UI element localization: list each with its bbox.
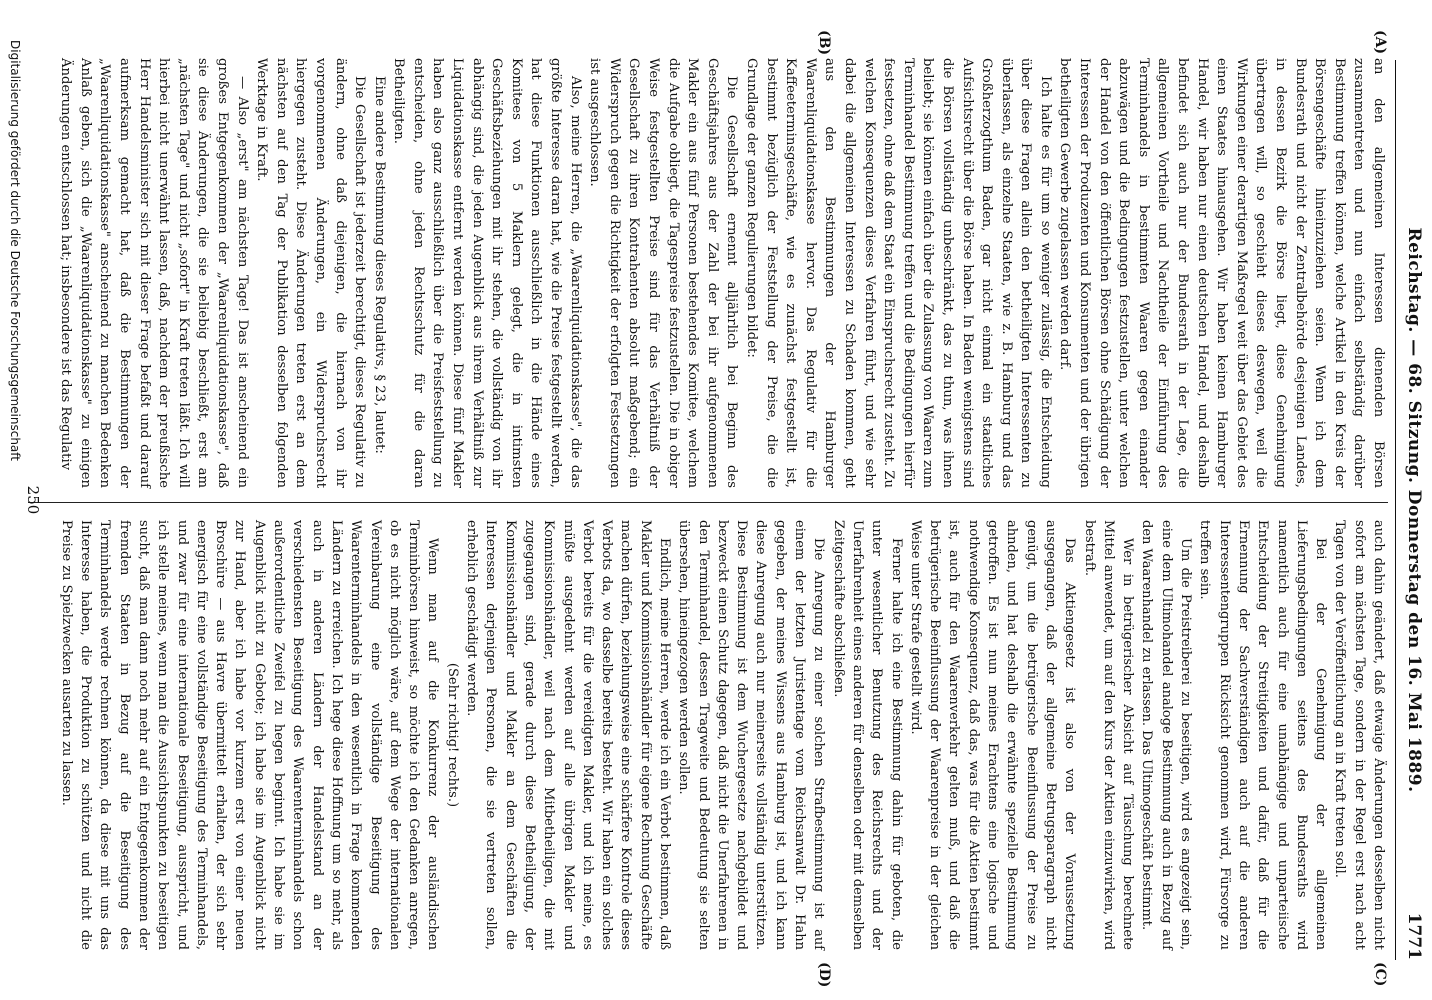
- paragraph: Bei der Genehmigung der allgemeinen Lieferungsbedingungen seitens des Bundesraths wird namentlich auch für eine unabhängige und unparteiische Entscheidung der Streitigkeiten und dafür, daß für die Ernennung der Sachverständigen auch auf die anderen Interessentengruppen Rücksicht genommen wird, Fürsorge zu treffen sein.: [1197, 520, 1329, 950]
- header-rule: [1395, 60, 1396, 960]
- interjection: (Sehr richtig! rechts.): [444, 662, 460, 808]
- margin-mark-b: (B): [816, 30, 832, 56]
- page-number: 1771: [1404, 912, 1424, 960]
- page-signature: 250: [24, 485, 42, 515]
- paragraph: Wenn man auf die Konkurrenz der ausländischen Terminbörsen hinweist, so möchte ich den Gedanken anregen, ob es nicht möglich wäre, auf dem Wege der internationalen Vereinbarung eine vollständige Beseitigung des Waarenterminhandels in den wesentlich in Frage kommenden Ländern zu erreichen. Ich hege diese Hoffnung um so mehr, als auch in anderen Ländern der Handelsstand an der verschiedensten Beseitigung des Waarenterminhandels schon außerordentliche Zweifel zu hegen beginnt. Ich habe sie im Augenblick nicht zu Gebote; ich habe sie im Augenblick nicht zur Hand, aber ich habe vor kurzem erst von einer neuen Broschüre — aus Havre übermittelt erhalten, der sich sehr energisch für eine vollständige Beseitigung des Terminhandels, und zwar für eine internationale Beseitigung, ausspricht, und ich stelle meines, wenn man die Aussichtspunkten zu beseitigen sucht, daß man dann noch mehr auf ein Entgegenkommen der fremden Staaten in Bezug auf die Beseitigung des Terminhandels werde rechnen können, da diese mit uns das Interesse haben, die Produktion zu schützen und nicht die Preise zu Spielzwecken ausarten zu lassen.: [58, 520, 441, 950]
- paragraph: an den allgemeinen Interessen dienenden Börsen zusammentreten und nun einfach selbständig darüber Bestimmung treffen können, welche Artikel in den Kreis der Börsengeschäfte hineinzuziehen seien. Wenn ich dem Bundesrath und nicht der Zentralbehörde desjenigen Landes, in dessen Bezirk die Börse liegt, diese Genehmigung übertragen will, so geschieht dieses deswegen, weil die Wirkungen einer derartigen Maßregel weit über das Gebiet des einen Staates hinausgehen. Wir haben keinen Hamburger Handel, wir haben nur einen deutschen Handel, und deshalb befindet sich auch nur der Bundesrath in der Lage, die allgemeinen Vortheile und Nachtheile der Einführung des Terminhandels in bestimmten Waaren gegen einander abzuwägen und die Bedingungen festzustellen, unter welchen der Handel von den öffentlichen Börsen ohne Schädigung der Interessen der Produzenten und Konsumenten und der übrigen betheiligten Gewerbe zugelassen werden darf.: [1057, 58, 1386, 488]
- margin-mark-a: (A): [1372, 30, 1388, 55]
- paragraph: Die Gesellschaft ist jederzeit berechtigt, dieses Regulativ zu ändern, ohne daß diejenigen, die hiernach von ihr vorgenommenen Änderungen, ein Widerspruchsrecht hiergegen zusteht. Diese Änderungen treten erst an dem nächsten auf den Tag der Publikation desselben folgenden Werktage in Kraft.: [254, 58, 368, 488]
- paragraph: Ich halte es für um so weniger zulässig, die Entscheidung über diese Fragen allein den betheiligten Interessenten zu überlassen, als einzelne Staaten, wie z. B. Hamburg und das Großherzogthum Baden, gar nicht einmal ein staatliches Aufsichtsrecht über die Börse haben. In Baden wenigstens sind die Börsen vollständig unbeschränkt, das zu thun, was ihnen beliebt; sie können einfach über die Zulassung von Waaren zum Terminhandel Bestimmung treffen und die Bedingungen hierfür festsetzen, ohne daß dem Staat ein Einspruchsrecht zusteht. Zu welchen Konsequenzen dieses Verfahren führt, und wie sehr dabei die allgemeinen Interessen zu Schaden kommen, geht aus den Bestimmungen der Hamburger Waarenliquidationskasse hervor. Das Regulativ für die Kaffeeterminsgeschäfte, wie es zunächst festgestellt ist, bestimmt bezüglich der Feststellung der Preise, die die Grundlage der ganzen Regulierungen bildet:: [744, 58, 1053, 488]
- margin-mark-d: (D): [816, 962, 832, 988]
- paragraph: Ferner halte ich eine Bestimmung dahin für geboten, die unter wesentlicher Benutzung des Reichsrechts und der Unerfahrenheit eines anderen für denselben oder mit demselben Zeitgeschäfte abschließen.: [830, 520, 904, 950]
- paragraph: Die Gesellschaft ernennt alljährlich bei Beginn des Geschäftsjahres aus der Zahl der bei ihr aufgenommenen Makler ein aus fünf Personen bestehendes Komitee, welchem die Aufgabe obliegt, die Tagespreise festzustellen. Die in obiger Weise festgestellten Preise sind für das Verhältniß der Gesellschaft zu ihren Kontrahenten absolut maßgebend; ein Widerspruch gegen die Richtigkeit der erfolgten Festsetzungen ist ausgeschlossen.: [587, 58, 740, 488]
- right-column: [57, 520, 1388, 950]
- margin-mark-c: (C): [1372, 962, 1388, 987]
- left-column: [56, 58, 1388, 488]
- paragraph: Endlich, meine Herren, werde ich ein Verbot bestimmen, daß Makler und Kommissionshändler für eigene Rechnung Geschäfte machen dürfen, beziehungsweise eine schärfere Kontrole dieses Verbots da, wo dasselbe bereits besteht. Wir haben ein solches Verbot bereits für die vereidigten Makler, und ich meine, es müßte ausgedehnt werden auf alle übrigen Makler und Kommissionshändler, weil nach dem Mitbetheiligen, die mit zugegangen sind, gerade durch diese Betheiligung, der Kommissionshändler und Makler an dem Geschäften die Interessen derjenigen Personen, die sie vertreten sollen, erheblich geschädigt werden.: [464, 520, 673, 950]
- column-divider: [28, 502, 1388, 503]
- paragraph: — Also „erst" am nächsten Tage! Das ist anscheinend ein großes Entgegenkommen der „Waarenliquidationskasse", daß sie diese Änderungen, die sie beliebig beschließt, erst am „nächsten Tage" und nicht „sofort" in Kraft treten läßt. Ich will hierbei nicht unerwähnt lassen, daß, nachdem der preußische Herr Handelsminister sich mit dieser Frage befaßt und darauf aufmerksam gemacht hat, daß die Bestimmungen der „Waarenliquidationskasse" anscheinend zu manchen Bedenken Anlaß geben, sich die „Waarenliquidationskasse" zu einigen Änderungen entschlossen hat; insbesondere ist das Regulativ: [58, 58, 250, 488]
- digitization-note: Digitalisierung gefördert durch die Deutsche Forschungsgemeinschaft: [8, 40, 22, 462]
- paragraph: Wer in betrügerischer Absicht auf Täuschung berechnete Mittel anwendet, um auf den Kurs der Aktien einzuwirken, wird bestraft.: [1081, 520, 1136, 950]
- page-header: [1398, 60, 1424, 960]
- paragraph: Eine andere Bestimmung dieses Regulativs, § 23, lautet:: [371, 76, 387, 454]
- paragraph: Das Aktiengesetz ist also von der Voraussetzung ausgegangen, daß der allgemeine Betrugsparagraph nicht genügt, um die betrügerische Beeinflussung der Preise zu ahnden, und hat deshalb die erwähnte spezielle Bestimmung getroffen. Es ist nun meines Erachtens eine logische und nothwendige Konsequenz, daß das, was für die Aktien bestimmt ist, auch für den Waarenverkehr gelten muß, und daß die betrügerische Beeinflussung der Waarenpreise in der gleichen Weise unter Strafe gestellt wird.: [907, 520, 1078, 950]
- paragraph: Also, meine Herren, die „Waarenliquidationskasse", die das größte Interesse daran hat, wie die Preise festgestellt werden, hat diese Funktionen ausschließlich in die Hände eines Komitees von 5 Maklern gelegt, die in intimsten Geschäftsbeziehungen mit ihr stehen, die vollständig von ihr abhängig sind, die jeden Augenblick aus ihrem Verhältniß zur Liquidationskasse entfernt werden können. Diese fünf Makler haben also ganz ausschließlich über die Preisfeststellung zu entscheiden, ohne jeden Rechtsschutz für die daran Betheiligten.: [391, 58, 583, 488]
- paragraph: Die Anregung zu einer solchen Strafbestimmung ist auf einem der letzten Juristentage vom Reichsanwalt Dr. Hahn gegeben, der meines Wissens aus Hamburg ist, und ich kann diese Anregung auch nur meinerseits vollständig unterstützen. Diese Bestimmung ist dem Wuchergesetze nachgebildet und bezweckt einen Schutz dagegen, daß nicht die Unerfahrenen in den Terminhandel, dessen Tragweite und Bedeutung sie selten übersehen, hineingezogen werden sollen.: [676, 520, 827, 950]
- paragraph: auch dahin geändert, daß etwaige Änderungen desselben nicht sofort am nächsten Tage, sondern in der Regel erst nach acht Tagen von der Veröffentlichung an in Kraft treten soll.: [1332, 520, 1386, 950]
- header-title: Reichstag. — 68. Sitzung. Donnerstag den 16. Mai 1889.: [1404, 227, 1424, 793]
- paragraph: Um die Preistreiberei zu beseitigen, wird es angezeigt sein, eine dem Ultimohandel analoge Bestimmung auch in Bezug auf den Waarenhandel zu erlassen. Das Ultimogeschäft bestimmt.: [1139, 520, 1194, 950]
